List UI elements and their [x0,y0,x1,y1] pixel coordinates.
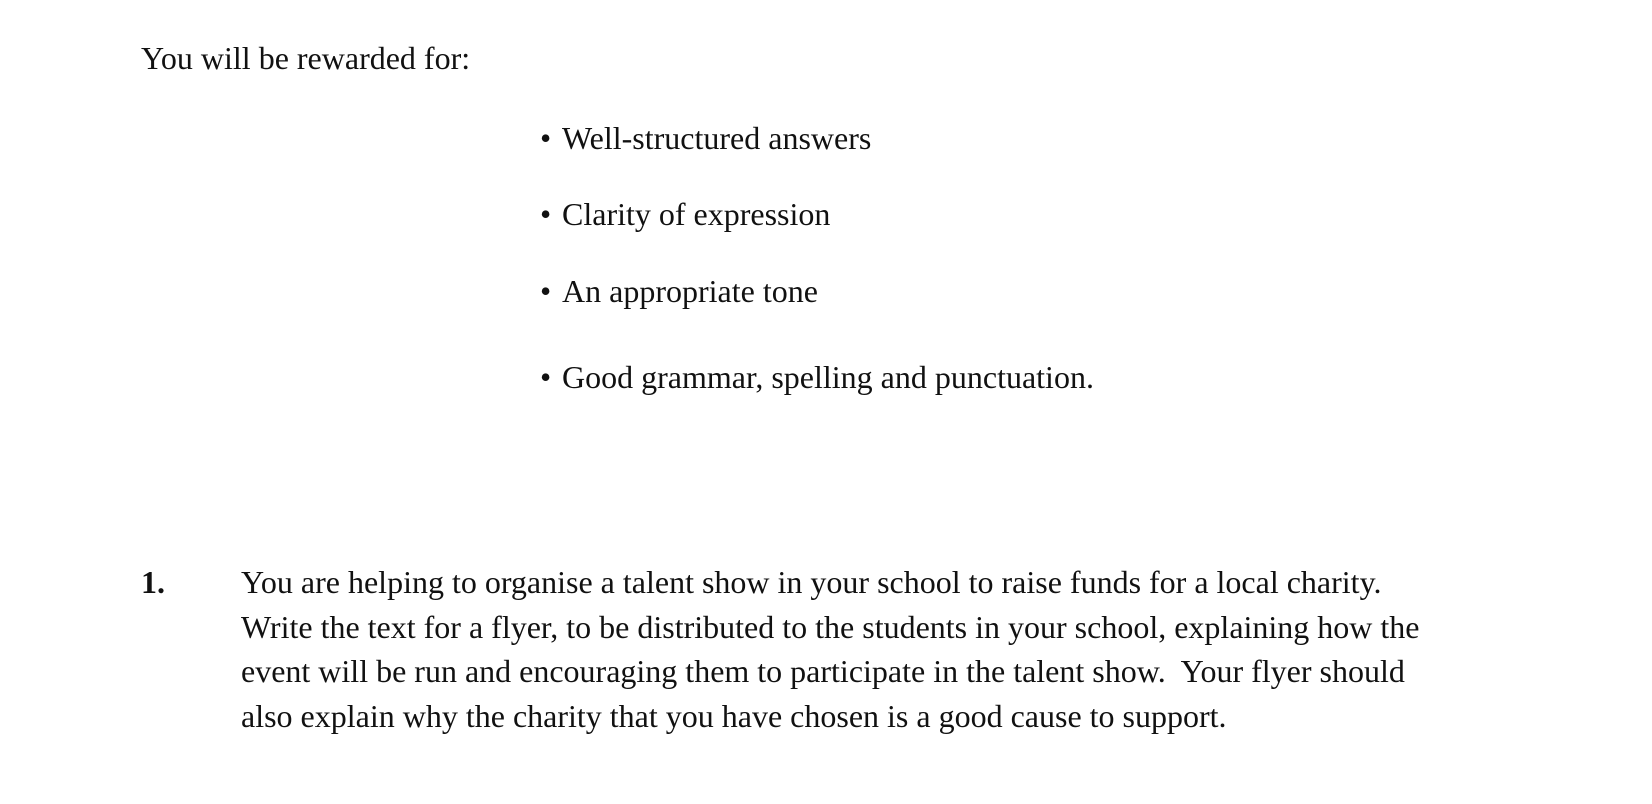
list-item [540,194,830,234]
bullet-icon: • [540,273,552,309]
list-item [540,357,1094,397]
question-text [241,560,1420,738]
bullet-icon: • [540,359,552,395]
list-item-label: Good grammar, spelling and punctuation. [562,359,1094,395]
bullet-icon: • [540,120,552,156]
question-line: also explain why the charity that you have chosen is a good cause to support. [241,697,1227,734]
intro-text: You will be rewarded for: [141,40,471,76]
question-line: Write the text for a flyer, to be distributed to the students in your school, explaining how the [241,608,1420,645]
list-item-label: Clarity of expression [562,196,831,232]
list-item [540,118,871,158]
question-line: event will be run and encouraging them to participate in the talent show. Your flyer should [241,653,1405,689]
list-item-label: Well-structured answers [562,120,872,156]
question-line: You are helping to organise a talent show in your school to raise funds for a local charity. [241,564,1382,600]
list-item [540,271,818,311]
question-number: 1. [141,564,165,600]
bullet-icon: • [540,196,552,232]
list-item-label: An appropriate tone [562,273,818,309]
